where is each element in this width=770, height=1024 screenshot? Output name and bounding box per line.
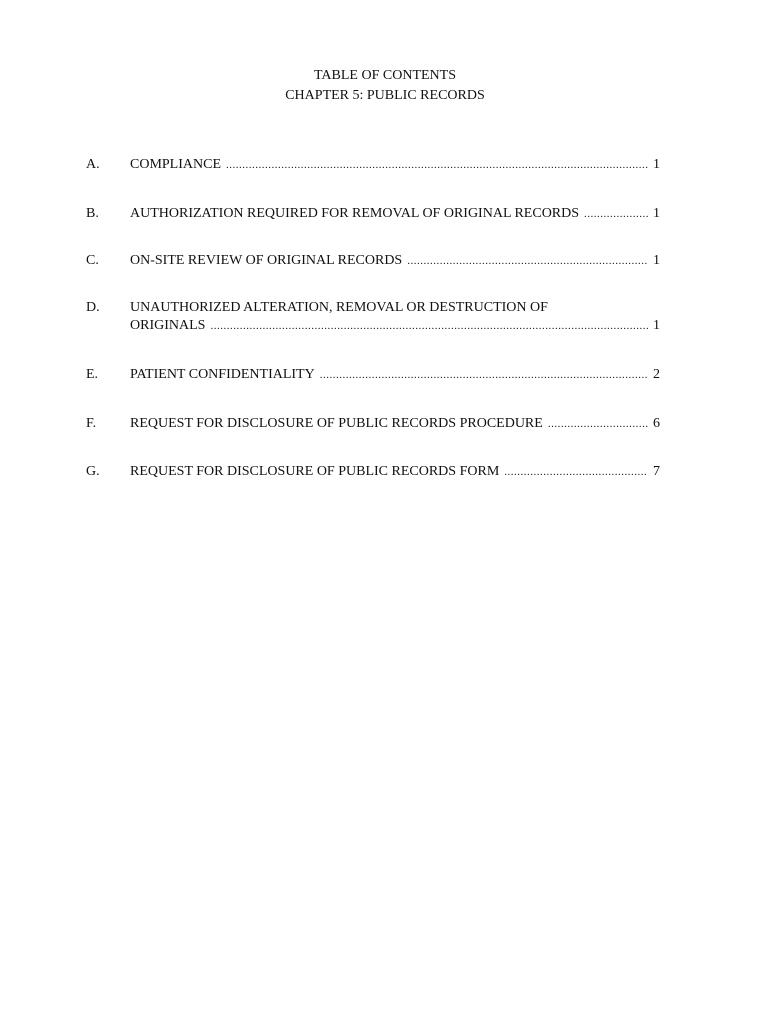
toc-title: TABLE OF CONTENTS [314,68,456,83]
toc-entry-body [130,415,660,433]
toc-entry-letter: A. [86,157,100,172]
toc-entry-title: PATIENT CONFIDENTIALITY [130,367,315,382]
toc-entry-body [130,252,660,270]
dot-leader [226,156,648,174]
toc-entry-page: 1 [653,318,660,333]
dot-leader [504,463,648,481]
toc-entry-letter: B. [86,206,99,221]
toc-entry-page: 7 [653,464,660,479]
toc-entry-line [130,252,660,270]
toc-entry-line [130,415,660,433]
toc-entry-title: REQUEST FOR DISCLOSURE OF PUBLIC RECORDS FORM [130,464,500,479]
toc-entry-line [130,156,660,174]
toc-entry-line [130,205,660,223]
toc-entry-body [130,156,660,174]
toc-entry-title: REQUEST FOR DISCLOSURE OF PUBLIC RECORDS PROCEDURE [130,416,543,431]
dot-leader [210,317,648,335]
dot-leader [584,205,648,223]
toc-entry-letter: F. [86,416,97,431]
chapter-title: CHAPTER 5: PUBLIC RECORDS [285,88,485,103]
toc-entry-line [130,317,660,335]
toc-entry-letter: E. [86,367,99,382]
toc-entry-line [130,463,660,481]
toc-entry-body [130,205,660,223]
toc-entry-line [130,366,660,384]
toc-entry-title: UNAUTHORIZED ALTERATION, REMOVAL OR DESTRUCTION OF [130,300,548,315]
toc-entry-page: 2 [653,367,660,382]
toc-entry-body [130,299,660,335]
dot-leader [407,252,648,270]
toc-entry-title: AUTHORIZATION REQUIRED FOR REMOVAL OF ORIGINAL RECORDS [130,206,580,221]
toc-entry-body [130,366,660,384]
toc-entry-letter: G. [86,464,100,479]
toc-entry-body [130,463,660,481]
dot-leader [320,366,648,384]
toc-entry-title: ON-SITE REVIEW OF ORIGINAL RECORDS [130,253,403,268]
toc-entry-page: 1 [653,253,660,268]
dot-leader [548,415,648,433]
toc-entry-title: COMPLIANCE [130,157,222,172]
toc-entry-page: 6 [653,416,660,431]
toc-entry-title-continued: ORIGINALS [130,318,206,333]
toc-entry-page: 1 [653,157,660,172]
toc-entry-page: 1 [653,206,660,221]
toc-entry-letter: C. [86,253,99,268]
toc-entry-letter: D. [86,300,100,315]
